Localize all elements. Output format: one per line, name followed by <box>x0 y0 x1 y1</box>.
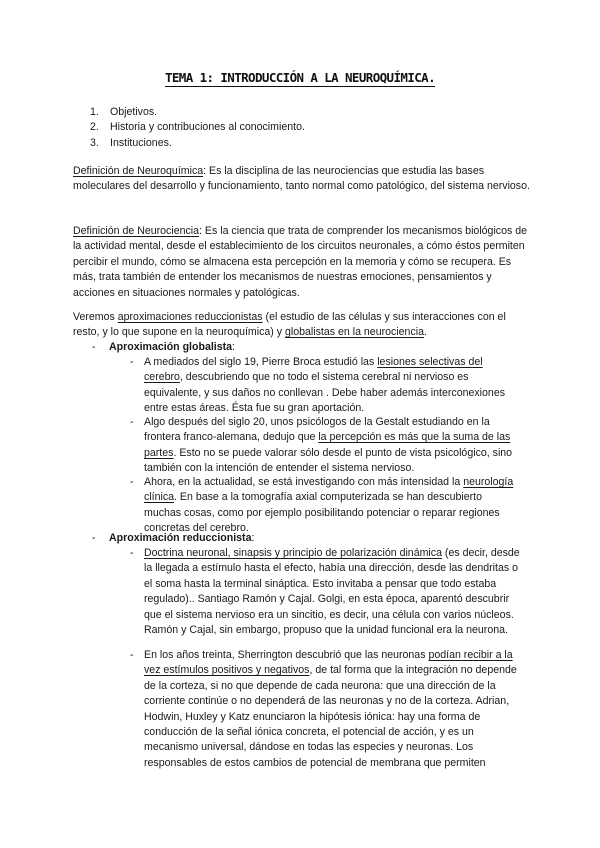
definition-text: : Es la disciplina de las neurociencias que estudia las bases moleculares del desarrollo y funcionamiento, tanto normal como patológico, del sistema nervioso. <box>73 165 530 193</box>
globalista-item: - Ahora, en la actualidad, se está investigando con más intensidad la neurología clínica. En base a la tomografía axial computerizada se han descubierto muchas cosas, como por ejemplo posibilitando potenciar o reparar regiones concretas del cerebro. <box>130 476 514 535</box>
globalista-item: - Algo después del siglo 20, unos psicólogos de la Gestalt estudiando en la frontera franco-alemana, dedujo que la percepción es más que la suma de las partes. Esto no se puede valorar sólo desde el punto de vista psicológico, sino también con la intención de entender el sistema nervioso. <box>130 416 513 475</box>
definition-neurociencia <box>73 224 531 301</box>
globalistas-link-text: globalistas en la neurociencia <box>285 326 424 339</box>
objective-item: 2. Historia y contribuciones al conocimiento. <box>90 121 305 134</box>
reduccionistas-link-text: aproximaciones reduccionistas <box>117 311 263 323</box>
reduccionista-heading: - Aproximación reduccionista: <box>92 532 255 544</box>
definition-term: Definición de Neuroquímica <box>73 165 204 177</box>
reduccionista-item: - Doctrina neuronal, sinapsis y principio de polarización dinámica (es decir, desde la llegada a estímulo hasta el efecto, había una dirección, desde las dendritas o el soma hasta la terminal sináptica. Esto invitaba a pensar que todo estaba regulado).. Santiago Ramón y Cajal. Golgi, en esta época, aparentó descubrir que el sistema nervioso era un sincitio, es decir, una célula con varios núcleos. Ramón y Cajal, sin embargo, propuso que la unidad funcional era la neurona. <box>130 547 520 637</box>
globalista-item: - A mediados del siglo 19, Pierre Broca estudió las lesiones selectivas del cerebro, descubriendo que no todo el sistema cerebral ni nervioso es equivalente, y sus daños no conllevan . Debe haber además interconexiones entre estas áreas. Ésta fue su gran aportación. <box>130 356 506 415</box>
reduccionista-item: - En los años treinta, Sherrington descubrió que las neuronas podían recibir a la vez estímulos positivos y negativos, de tal forma que la integración no depende de la corteza, si no que depende de cada neurona: que una dirección de la corriente continúe o no dependerá de las neuronas y no de la corteza. Adrian, Hodwin, Huxley y Katz enunciaron la hipótesis iónica: hay una forma de conducción de la señal iónica concreta, el potencial de acción, y es un mecanismo universal, dándose en todas las especies y neuronas. Los responsables de estos cambios de potencial de membrana que permiten <box>130 649 517 769</box>
definition-term: Definición de Neurociencia <box>73 225 200 237</box>
definition-neuroquimica <box>73 164 531 195</box>
title-text: TEMA 1: INTRODUCCIÓN A LA NEUROQUÍMICA. <box>164 70 436 85</box>
globalista-heading: - Aproximación globalista: <box>92 341 235 353</box>
objectives-list <box>90 105 305 151</box>
intro-paragraph: Veremos aproximaciones reduccionistas (el estudio de las células y sus interacciones con el resto, y lo que supone en la neuroquímica) y globalistas en la neurociencia. <box>73 311 506 339</box>
objective-item: 3. Instituciones. <box>90 136 172 149</box>
definition-text: : Es la ciencia que trata de comprender los mecanismos biológicos de la actividad mental, desde el establecimiento de los circuitos neuronales, a cómo éstos permiten percibir el mundo, cómo se almacena esta percepción en la memoria y cómo se recupera. Es más, trata también de entender los mecanismos de nuestras emociones, pensamientos y acciones en situaciones normales y patológicas. <box>73 225 528 299</box>
document-title <box>0 70 600 85</box>
objective-item: 1. Objetivos. <box>90 106 158 118</box>
